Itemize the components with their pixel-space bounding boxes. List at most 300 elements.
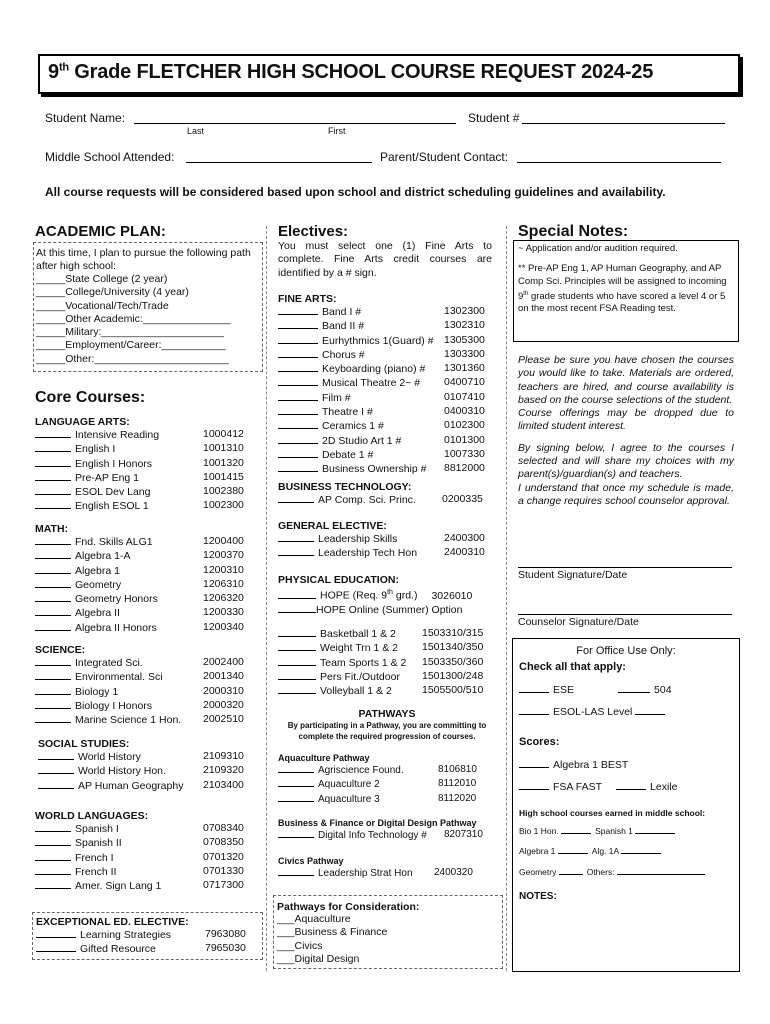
checkbox-blank[interactable] <box>35 851 71 861</box>
checkbox-blank[interactable] <box>278 362 318 372</box>
business-tech-course[interactable] <box>278 493 496 507</box>
student-name-label: Student Name: <box>45 111 126 125</box>
algebra-row[interactable]: Algebra 1 Alg. 1A <box>513 838 739 858</box>
checkbox-blank[interactable] <box>278 334 318 344</box>
course-code: 1206320 <box>203 592 244 605</box>
aquaculture-pathway <box>278 753 496 806</box>
pe-section <box>278 574 496 617</box>
math-course[interactable] <box>35 592 260 606</box>
hope-online-row[interactable]: HOPE Online (Summer) Option <box>278 603 496 617</box>
hs-courses-label: High school courses earned in middle school: <box>519 808 706 819</box>
course-code: 8812000 <box>444 462 485 475</box>
check-all-label: Check all that apply: <box>519 661 626 673</box>
course-name: AP Comp. Sci. Princ. <box>318 494 416 506</box>
course-name: ESOL Dev Lang <box>75 486 151 499</box>
checkbox-blank[interactable] <box>35 564 71 574</box>
exceptional-course[interactable] <box>33 942 262 956</box>
course-name: Learning Strategies <box>80 929 172 941</box>
academic-plan-options <box>34 273 262 366</box>
course-name: Intensive Reading <box>75 429 160 441</box>
course-code: 1000412 <box>203 428 244 440</box>
course-code: 8106810 <box>438 764 477 775</box>
checkbox-blank[interactable] <box>278 792 314 802</box>
exceptional-section <box>32 912 263 960</box>
checkbox-blank[interactable] <box>35 606 71 616</box>
science-section <box>35 644 260 727</box>
checkbox-blank[interactable] <box>278 641 316 651</box>
esol-row[interactable]: ESOL-LAS Level <box>513 697 739 719</box>
checkbox-blank[interactable] <box>278 532 314 542</box>
student-signature-label: Student Signature/Date <box>518 569 628 581</box>
checkbox-blank[interactable] <box>35 656 71 666</box>
civics-label: Civics Pathway <box>278 856 344 866</box>
course-name: Gifted Resource <box>80 943 156 956</box>
checkbox-blank[interactable] <box>278 656 316 666</box>
course-name: Agriscience Found. <box>318 765 404 776</box>
course-name: Business Ownership # <box>322 463 427 476</box>
science-course[interactable] <box>35 656 260 670</box>
exceptional-label: EXCEPTIONAL ED. ELECTIVE: <box>36 916 189 928</box>
student-name-field[interactable] <box>134 123 456 124</box>
checkbox-blank[interactable] <box>278 319 318 329</box>
science-course[interactable] <box>35 713 260 727</box>
course-name: Team Sports 1 & 2 <box>320 656 407 669</box>
checkbox-blank[interactable] <box>278 405 318 415</box>
course-code: 0708350 <box>203 836 244 849</box>
checkbox-blank[interactable] <box>278 376 318 386</box>
electives-title: Electives: <box>278 223 349 240</box>
fsa-lexile-row[interactable]: FSA FAST Lexile <box>513 772 739 794</box>
academic-plan-option[interactable]: _____Other:_______________________ <box>36 352 229 365</box>
checkbox-blank[interactable] <box>35 592 71 602</box>
checkbox-blank[interactable] <box>278 777 314 787</box>
course-code: 0701330 <box>203 864 244 877</box>
business-pathway <box>278 818 500 842</box>
fine-arts-course[interactable] <box>278 419 496 433</box>
checkbox-blank[interactable] <box>35 428 71 438</box>
checkbox-blank[interactable] <box>278 828 314 838</box>
math-course[interactable] <box>35 621 260 635</box>
course-code: 1301360 <box>444 362 485 375</box>
course-name: Aquaculture 3 <box>318 793 380 805</box>
office-title: For Office Use Only: <box>576 645 676 657</box>
aquaculture-course[interactable] <box>278 763 496 777</box>
notice: All course requests will be considered based upon school and district scheduling guidelines and availability. <box>45 185 666 199</box>
science-course[interactable] <box>35 699 260 713</box>
course-code: 2400310 <box>444 546 485 559</box>
course-code: 1505500/510 <box>422 684 484 697</box>
course-code: 1503350/360 <box>422 655 484 668</box>
course-name: Theatre I # <box>322 406 373 419</box>
fine-arts-course[interactable] <box>278 448 496 462</box>
core-courses <box>35 389 145 407</box>
course-code: 7963080 <box>205 928 246 940</box>
pe-course[interactable] <box>278 641 496 655</box>
course-name: Fnd. Skills ALG1 <box>75 536 153 548</box>
course-name: World History <box>78 751 141 763</box>
academic-plan-option[interactable]: _____Employment/Career:___________ <box>36 339 226 352</box>
academic-plan-box <box>33 242 263 372</box>
course-name: Algebra 1 <box>75 564 120 577</box>
general-elective-course[interactable] <box>278 546 496 560</box>
checkbox-blank[interactable] <box>35 865 71 875</box>
course-code: 1200340 <box>203 620 244 633</box>
agreement-para3: By signing below, I agree to the courses I selected and will share my choices with my parent(s)/guardian(s) and teachers. <box>518 441 734 481</box>
ese-504-row[interactable]: ESE 504 <box>513 673 739 697</box>
course-name: Film # <box>322 391 351 404</box>
course-name: French II <box>75 865 117 878</box>
course-code: 0400710 <box>444 376 485 389</box>
checkbox-blank[interactable] <box>38 764 74 774</box>
course-name: Leadership Strat Hon <box>318 868 413 879</box>
general-elective-section <box>278 520 496 561</box>
consideration-label: Pathways for Consideration: <box>277 901 420 913</box>
checkbox-blank[interactable] <box>35 549 71 559</box>
special-notes-title: Special Notes: <box>518 223 629 240</box>
course-code: 1007330 <box>444 447 485 460</box>
course-code: 1200310 <box>203 563 244 576</box>
language-arts-course[interactable] <box>35 457 260 471</box>
core-courses-title: Core Courses: <box>35 389 146 406</box>
course-name: Spanish I <box>75 823 119 835</box>
world-languages-section <box>35 810 260 893</box>
fine-arts-course[interactable] <box>278 334 496 348</box>
course-code: 1302300 <box>444 305 485 317</box>
course-name: Pers Fit./Outdoor <box>320 670 400 683</box>
checkbox-blank[interactable] <box>278 434 318 444</box>
bio-spanish-row[interactable]: Bio 1 Hon. Spanish 1 <box>513 818 739 838</box>
pe-course[interactable] <box>278 627 496 641</box>
course-name: Band II # <box>322 320 365 333</box>
language-arts-course[interactable] <box>35 485 260 499</box>
course-name: Debate 1 # <box>322 448 374 461</box>
electives-header <box>278 223 348 240</box>
business-pathway-course[interactable] <box>278 828 500 842</box>
checkbox-blank[interactable] <box>278 493 314 503</box>
pathway-consideration-option[interactable]: ___Digital Design <box>277 952 360 965</box>
column-divider-1 <box>266 226 267 971</box>
course-name: English ESOL 1 <box>75 500 149 513</box>
course-code: 0717300 <box>203 879 244 892</box>
social-studies-course[interactable] <box>38 779 260 793</box>
pe-course[interactable] <box>278 684 496 698</box>
course-code: 2000320 <box>203 698 244 711</box>
course-name: Basketball 1 & 2 <box>320 628 396 640</box>
course-code: 2400320 <box>434 867 473 878</box>
fine-arts-course[interactable] <box>278 405 496 419</box>
social-studies-course[interactable] <box>38 764 260 778</box>
checkbox-blank[interactable] <box>35 670 71 680</box>
checkbox-blank[interactable] <box>35 879 71 889</box>
course-name: Chorus # <box>322 348 365 361</box>
course-code: 8112010 <box>438 778 477 790</box>
checkbox-blank[interactable] <box>278 448 318 458</box>
agreement-para4: I understand that once my schedule is made, a change requires school counselor approval. <box>518 481 734 507</box>
checkbox-blank[interactable] <box>278 546 314 556</box>
first-label: First <box>328 126 346 136</box>
checkbox-blank[interactable] <box>278 348 318 358</box>
checkbox-blank[interactable] <box>36 942 76 952</box>
math-course[interactable] <box>35 578 260 592</box>
course-code: 1002380 <box>203 485 244 498</box>
checkbox-blank[interactable] <box>35 485 71 495</box>
course-name: Weight Trn 1 & 2 <box>320 642 399 655</box>
course-name: Spanish II <box>75 837 122 850</box>
exceptional-course[interactable] <box>33 928 262 942</box>
language-arts-course[interactable] <box>35 471 260 485</box>
language-arts-course[interactable] <box>35 428 260 442</box>
middle-school-label: Middle School Attended: <box>45 150 175 164</box>
course-code: 0400310 <box>444 405 485 418</box>
pathway-consideration-option[interactable]: ___Civics <box>277 939 323 952</box>
aquaculture-course[interactable] <box>278 792 496 806</box>
aquaculture-label: Aquaculture Pathway <box>278 753 370 763</box>
fine-arts-course[interactable] <box>278 362 496 376</box>
agreement-para1: Please be sure you have chosen the courses you would like to take. Materials are ordered, teachers are hired, and course availability is based on the course selections of the student. <box>518 354 734 406</box>
fine-arts-course[interactable] <box>278 348 496 362</box>
general-elective-course[interactable] <box>278 532 496 546</box>
checkbox-blank[interactable] <box>35 457 71 467</box>
science-label: SCIENCE: <box>35 644 86 656</box>
civics-pathway <box>278 856 496 880</box>
fine-arts-course[interactable] <box>278 391 496 405</box>
course-code: 1302310 <box>444 319 485 332</box>
course-code: 0107410 <box>444 390 485 403</box>
math-course[interactable] <box>35 535 260 549</box>
checkbox-blank[interactable] <box>35 442 71 452</box>
checkbox-blank[interactable] <box>278 462 318 472</box>
general-elective-label: GENERAL ELECTIVE: <box>278 520 387 532</box>
course-code: 2109320 <box>203 764 244 777</box>
course-code: 8112020 <box>438 792 477 804</box>
course-code: 1001415 <box>203 470 244 483</box>
course-code: 1305300 <box>444 333 485 346</box>
course-name: Integrated Sci. <box>75 657 143 669</box>
checkbox-blank[interactable] <box>38 750 74 760</box>
course-code: 0708340 <box>203 822 244 834</box>
contact-field[interactable] <box>517 162 721 163</box>
business-tech-section <box>278 481 496 507</box>
pathways-label: PATHWAYS <box>358 708 416 720</box>
course-name: Marine Science 1 Hon. <box>75 714 182 727</box>
student-signature-line[interactable] <box>518 567 732 568</box>
course-code: 2002510 <box>203 713 244 726</box>
course-name: French I <box>75 851 114 864</box>
hope-required-row[interactable]: HOPE (Req. 9th grd.) 3026010 <box>278 586 496 603</box>
fine-arts-section <box>278 293 496 477</box>
course-name: Environmental. Sci <box>75 671 163 684</box>
pe-course[interactable] <box>278 670 496 684</box>
math-course[interactable] <box>35 564 260 578</box>
checkbox-blank[interactable] <box>35 499 71 509</box>
pathway-consideration-option[interactable]: ___Aquaculture <box>277 913 351 925</box>
course-code: 1001320 <box>203 456 244 469</box>
course-code: 1501300/248 <box>422 669 484 682</box>
fine-arts-label: FINE ARTS: <box>278 293 337 305</box>
course-name: Keyboarding (piano) # <box>322 363 426 376</box>
title-box <box>38 54 740 94</box>
course-name: Leadership Skills <box>318 533 398 545</box>
math-section <box>35 523 260 635</box>
course-name: Biology 1 <box>75 685 119 698</box>
checkbox-blank[interactable] <box>35 621 71 631</box>
science-course[interactable] <box>35 685 260 699</box>
world-language-course[interactable] <box>35 879 260 893</box>
electives-intro: You must select one (1) Fine Arts to complete. Fine Arts credit courses are identified by a # sign. <box>278 240 492 279</box>
language-arts-course[interactable] <box>35 499 260 513</box>
note-application: ~ Application and/or audition required. <box>518 243 678 254</box>
note-preap: ** Pre-AP Eng 1, AP Human Geography, and AP Comp Sci. Principles will be assigned to incoming 9th grade students who have scored a level 4 or 5 on the most recent FSA Reading test. <box>518 263 727 315</box>
world-language-course[interactable] <box>35 851 260 865</box>
academic-plan-option[interactable]: _____College/University (4 year) <box>36 286 189 299</box>
checkbox-blank[interactable] <box>36 928 76 938</box>
checkbox-blank[interactable] <box>35 699 71 709</box>
course-code: 1501340/350 <box>422 641 484 654</box>
math-course[interactable] <box>35 606 260 620</box>
pe-label: PHYSICAL EDUCATION: <box>278 574 399 586</box>
course-name: Pre-AP Eng 1 <box>75 471 140 484</box>
course-name: Eurhythmics 1(Guard) # <box>322 334 434 347</box>
checkbox-blank[interactable] <box>278 627 316 637</box>
academic-plan-option[interactable]: _____Other Academic:_______________ <box>36 312 231 325</box>
social-studies-section <box>38 738 260 793</box>
checkbox-blank[interactable] <box>278 684 316 694</box>
office-use-box <box>512 638 740 972</box>
course-name: 2D Studio Art 1 # <box>322 434 402 447</box>
pe-course[interactable] <box>278 656 496 670</box>
checkbox-blank[interactable] <box>35 685 71 695</box>
course-code: 2103400 <box>203 778 244 791</box>
checkbox-blank[interactable] <box>278 419 318 429</box>
course-name: Algebra II <box>75 607 120 620</box>
course-code: 1206310 <box>203 577 244 590</box>
world-language-course[interactable] <box>35 865 260 879</box>
course-code: 1002300 <box>203 499 244 512</box>
academic-plan <box>35 223 166 240</box>
checkbox-blank[interactable] <box>278 391 318 401</box>
checkbox-blank[interactable] <box>35 535 71 545</box>
pathways-header <box>278 708 496 742</box>
course-code: 2109310 <box>203 750 244 762</box>
science-course[interactable] <box>35 670 260 684</box>
business-tech-label: BUSINESS TECHNOLOGY: <box>278 481 412 493</box>
scores-label: Scores: <box>519 735 560 748</box>
course-name: Algebra 1-A <box>75 550 131 563</box>
academic-plan-option[interactable]: _____Military:_____________________ <box>36 326 224 339</box>
course-code: 1200330 <box>203 606 244 619</box>
civics-course[interactable] <box>278 866 496 880</box>
business-pathway-label: Business & Finance or Digital Design Pathway <box>278 818 477 828</box>
algebra-best-row[interactable]: Algebra 1 BEST <box>513 748 739 772</box>
student-number-field[interactable] <box>522 123 725 124</box>
checkbox-blank[interactable] <box>35 471 71 481</box>
course-code: 2400300 <box>444 532 485 544</box>
special-notes-header <box>518 223 628 241</box>
checkbox-blank[interactable] <box>35 578 71 588</box>
language-arts-course[interactable] <box>35 442 260 456</box>
fine-arts-course[interactable] <box>278 319 496 333</box>
course-code: 8207310 <box>444 829 483 840</box>
language-arts-label: LANGUAGE ARTS: <box>35 416 130 428</box>
fine-arts-course[interactable] <box>278 376 496 390</box>
notes-label: NOTES: <box>519 891 557 903</box>
agreement-text <box>518 354 734 508</box>
counselor-signature-label: Counselor Signature/Date <box>518 616 639 628</box>
world-language-course[interactable] <box>35 822 260 836</box>
course-code: 0101300 <box>444 433 485 446</box>
fine-arts-course[interactable] <box>278 462 496 476</box>
course-name: Algebra II Honors <box>75 621 157 634</box>
social-studies-label: SOCIAL STUDIES: <box>38 738 130 750</box>
course-code: 2002400 <box>203 656 244 668</box>
course-name: Biology I Honors <box>75 699 153 712</box>
course-code: 1303300 <box>444 347 485 360</box>
world-language-course[interactable] <box>35 836 260 850</box>
academic-plan-title: ACADEMIC PLAN: <box>35 223 166 240</box>
middle-school-field[interactable] <box>186 162 372 163</box>
academic-plan-option[interactable]: _____Vocational/Tech/Trade <box>36 299 169 312</box>
fine-arts-course[interactable] <box>278 434 496 448</box>
checkbox-blank[interactable] <box>278 763 314 773</box>
pathway-consideration-option[interactable]: ___Business & Finance <box>277 926 388 939</box>
course-code: 0200335 <box>442 493 483 505</box>
course-code: 7965030 <box>205 942 246 955</box>
fine-arts-course[interactable] <box>278 305 496 319</box>
column-divider-2 <box>506 226 507 971</box>
agreement-para2: Course offerings may be dropped due to limited student interest. <box>518 407 734 433</box>
page-title: 9th Grade FLETCHER HIGH SCHOOL COURSE REQUEST 2024-25 <box>48 61 654 83</box>
geometry-others-row[interactable]: Geometry Others: <box>513 859 739 879</box>
checkbox-blank[interactable] <box>38 779 74 789</box>
course-name: Geometry Honors <box>75 593 158 606</box>
course-name: World History Hon. <box>78 765 166 778</box>
pathways-note: By participating in a Pathway, you are committing to complete the required progression of courses. <box>287 721 487 741</box>
checkbox-blank[interactable] <box>35 836 71 846</box>
course-code: 0102300 <box>444 419 485 432</box>
counselor-signature-line[interactable] <box>518 614 732 615</box>
world-languages-label: WORLD LANGUAGES: <box>35 810 149 822</box>
checkbox-blank[interactable] <box>35 822 71 832</box>
contact-label: Parent/Student Contact: <box>380 150 509 164</box>
course-code: 1200370 <box>203 549 244 562</box>
special-notes-box <box>513 240 739 342</box>
course-name: Volleyball 1 & 2 <box>320 685 392 698</box>
course-name: Digital Info Technology # <box>318 830 427 841</box>
social-studies-course[interactable] <box>38 750 260 764</box>
last-label: Last <box>187 126 205 136</box>
course-code: 1001310 <box>203 442 244 455</box>
checkbox-blank[interactable] <box>278 866 314 876</box>
course-code: 2000310 <box>203 684 244 697</box>
language-arts-section <box>35 416 260 514</box>
academic-plan-option[interactable]: _____State College (2 year) <box>36 273 168 285</box>
math-course[interactable] <box>35 549 260 563</box>
course-name: AP Human Geography <box>78 779 184 792</box>
math-label: MATH: <box>35 523 69 535</box>
course-code: 0701320 <box>203 850 244 863</box>
course-name: Aquaculture 2 <box>318 779 380 791</box>
course-name: Ceramics 1 # <box>322 420 384 433</box>
checkbox-blank[interactable] <box>278 305 318 315</box>
course-name: Musical Theatre 2~ # <box>322 377 421 390</box>
course-name: Amer. Sign Lang 1 <box>75 880 162 893</box>
course-name: Leadership Tech Hon <box>318 547 418 560</box>
course-code: 1200400 <box>203 535 244 547</box>
checkbox-blank[interactable] <box>278 670 316 680</box>
checkbox-blank[interactable] <box>35 713 71 723</box>
course-name: Band I # <box>322 306 362 318</box>
aquaculture-course[interactable] <box>278 777 496 791</box>
